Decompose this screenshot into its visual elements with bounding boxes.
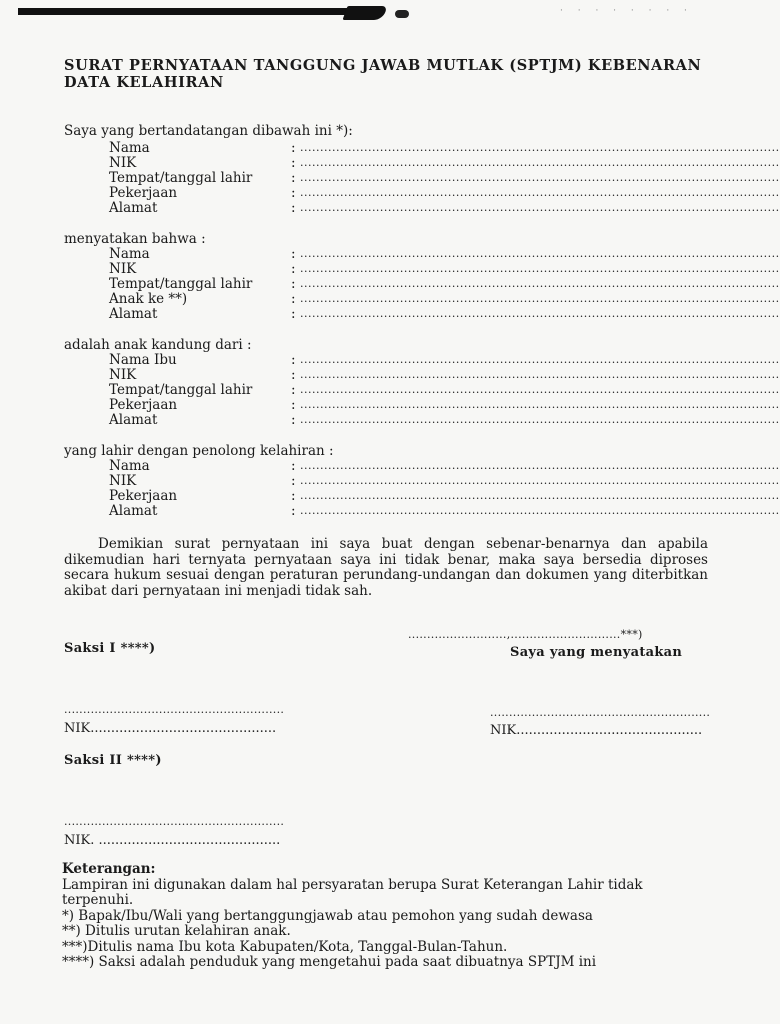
form-row — [109, 458, 780, 474]
field-separator: : — [291, 473, 296, 489]
form-row — [109, 382, 780, 398]
scan-speckles: · · · · · · · · — [560, 6, 693, 16]
title-line-1: SURAT PERNYATAAN TANGGUNG JAWAB MUTLAK (SPTJM) KEBENARAN — [64, 57, 702, 74]
field-label: NIK — [109, 155, 137, 171]
field-blank[interactable]: ........................................................................................................................ — [300, 459, 780, 472]
field-blank[interactable]: ........................................................................................................................ — [300, 247, 780, 260]
note-line: Lampiran ini digunakan dalam hal persyaratan berupa Surat Keterangan Lahir tidak — [62, 876, 643, 893]
form-row — [109, 261, 780, 277]
field-separator: : — [291, 246, 296, 262]
field-separator: : — [291, 503, 296, 519]
field-blank[interactable]: ........................................................................................................................ — [300, 292, 780, 305]
field-blank[interactable]: ........................................................................................................................ — [300, 398, 780, 411]
field-separator: : — [291, 367, 296, 383]
field-separator: : — [291, 382, 296, 398]
form-row — [109, 291, 780, 307]
field-blank[interactable]: ........................................................................................................................ — [300, 474, 780, 487]
declarer-label: Saya yang menyatakan — [510, 645, 683, 660]
note-line: ***)Ditulis nama Ibu kota Kabupaten/Kota, Tanggal-Bulan-Tahun. — [62, 938, 508, 955]
form-row — [109, 246, 780, 262]
form-row — [109, 276, 780, 292]
title-line-2: DATA KELAHIRAN — [64, 74, 224, 91]
field-blank[interactable]: ........................................................................................................................ — [300, 186, 780, 199]
field-label: Pekerjaan — [109, 185, 178, 201]
witness-2-label: Saksi II ****) — [64, 753, 162, 768]
note-line: *) Bapak/Ibu/Wali yang bertanggungjawab atau pemohon yang sudah dewasa — [62, 907, 593, 924]
section-4-intro: yang lahir dengan penolong kelahiran : — [64, 443, 334, 459]
field-blank[interactable]: ........................................................................................................................ — [300, 262, 780, 275]
field-blank[interactable]: ........................................................................................................................ — [300, 277, 780, 290]
field-label: Pekerjaan — [109, 488, 178, 504]
field-label: Alamat — [109, 200, 158, 216]
field-blank[interactable]: ........................................................................................................................ — [300, 383, 780, 396]
field-label: Nama — [109, 458, 150, 474]
field-blank[interactable]: ........................................................................................................................ — [300, 201, 780, 214]
field-blank[interactable]: ........................................................................................................................ — [300, 489, 780, 502]
field-blank[interactable]: ........................................................................................................................ — [300, 504, 780, 517]
field-label: Tempat/tanggal lahir — [109, 170, 253, 186]
scan-top-bar — [18, 8, 348, 15]
field-separator: : — [291, 412, 296, 428]
field-blank[interactable]: ........................................................................................................................ — [300, 141, 780, 154]
field-label: Pekerjaan — [109, 397, 178, 413]
field-blank[interactable]: ........................................................................................................................ — [300, 171, 780, 184]
section-2-intro: menyatakan bahwa : — [64, 231, 206, 247]
notes-heading: Keterangan: — [62, 861, 156, 877]
form-row — [109, 412, 780, 428]
field-separator: : — [291, 155, 296, 171]
form-row — [109, 397, 780, 413]
witness-2-nik[interactable]: NIK. ............................................ — [64, 833, 281, 848]
declaration-text: Demikian surat pernyataan ini saya buat dengan sebenar-benarnya dan apabila dikemudian hari ternyata pernyataan saya ini tidak benar, maka saya bersedia diproses secara hukum sesuai dengan peraturan perundang-undangan dan dokumen yang diterbitkan akibat dari pernyataan ini menjadi tidak sah. — [64, 536, 708, 599]
field-separator: : — [291, 140, 296, 156]
declarer-nik[interactable]: NIK............................................. — [490, 723, 703, 738]
field-separator: : — [291, 170, 296, 186]
field-label: Nama — [109, 140, 150, 156]
field-separator: : — [291, 261, 296, 277]
form-row — [109, 306, 780, 322]
form-row — [109, 170, 780, 186]
field-separator: : — [291, 291, 296, 307]
document-title — [64, 57, 724, 91]
section-1-intro: Saya yang bertandatangan dibawah ini *): — [64, 123, 353, 139]
section-3-intro: adalah anak kandung dari : — [64, 337, 252, 353]
form-row — [109, 488, 780, 504]
field-label: Anak ke **) — [109, 291, 188, 307]
field-blank[interactable]: ........................................................................................................................ — [300, 353, 780, 366]
notes-section — [62, 862, 722, 971]
declaration-paragraph — [64, 537, 708, 599]
field-label: NIK — [109, 367, 137, 383]
form-row — [109, 200, 780, 216]
field-blank[interactable]: ........................................................................................................................ — [300, 307, 780, 320]
note-line: **) Ditulis urutan kelahiran anak. — [62, 923, 291, 939]
witness-2-signature-line[interactable]: .......................................................... — [64, 815, 285, 828]
place-date-line[interactable]: ..........................,.............................***) — [408, 628, 643, 641]
field-label: Alamat — [109, 412, 158, 428]
note-line: terpenuhi. — [62, 892, 134, 908]
field-label: Nama — [109, 246, 150, 262]
witness-1-label: Saksi I ****) — [64, 641, 156, 656]
note-line: ****) Saksi adalah penduduk yang mengetahui pada saat dibuatnya SPTJM ini — [62, 954, 597, 970]
declarer-signature-line[interactable]: .......................................................... — [490, 706, 711, 719]
field-label: Alamat — [109, 306, 158, 322]
form-row — [109, 473, 780, 489]
field-separator: : — [291, 458, 296, 474]
form-row — [109, 155, 780, 171]
form-row — [109, 185, 780, 201]
field-separator: : — [291, 306, 296, 322]
field-separator: : — [291, 185, 296, 201]
form-row — [109, 503, 780, 519]
field-separator: : — [291, 200, 296, 216]
field-label: NIK — [109, 261, 137, 277]
form-row — [109, 352, 780, 368]
form-row — [109, 140, 780, 156]
field-label: Tempat/tanggal lahir — [109, 276, 253, 292]
field-separator: : — [291, 397, 296, 413]
scan-ink-blot-small — [395, 10, 409, 18]
field-separator: : — [291, 488, 296, 504]
scan-ink-blot — [342, 6, 387, 20]
field-separator: : — [291, 352, 296, 368]
field-label: Nama Ibu — [109, 352, 177, 368]
field-label: Tempat/tanggal lahir — [109, 382, 253, 398]
field-label: NIK — [109, 473, 137, 489]
field-blank[interactable]: ........................................................................................................................ — [300, 368, 780, 381]
witness-1-nik[interactable]: NIK............................................. — [64, 721, 277, 736]
field-separator: : — [291, 276, 296, 292]
field-blank[interactable]: ........................................................................................................................ — [300, 413, 780, 426]
field-label: Alamat — [109, 503, 158, 519]
form-row — [109, 367, 780, 383]
witness-1-signature-line[interactable]: .......................................................... — [64, 703, 285, 716]
field-blank[interactable]: ........................................................................................................................ — [300, 156, 780, 169]
